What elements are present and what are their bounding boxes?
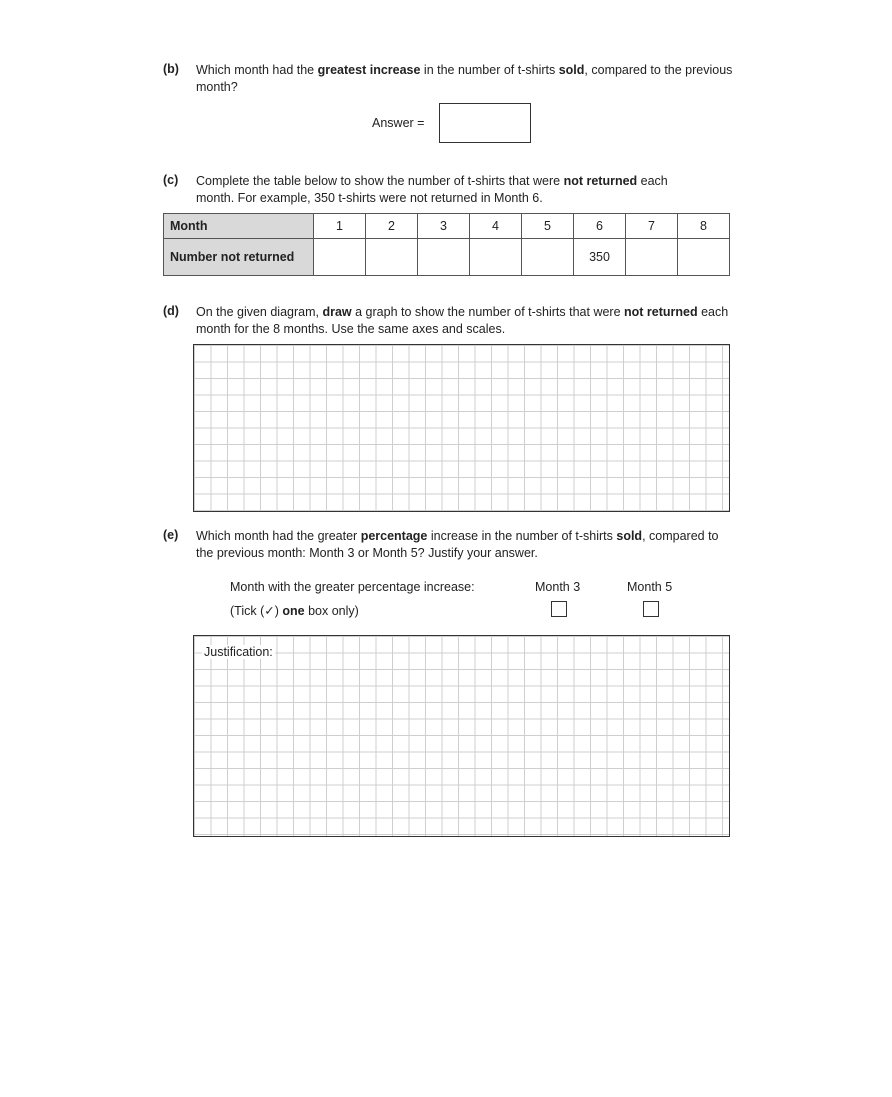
part-b-text-3: , compared to the previous month? [196,63,733,94]
table-value-cell[interactable] [418,239,470,276]
part-d-text-1: On the given diagram, [196,305,323,319]
table-header-month: Month [164,214,314,239]
table-value-cell[interactable] [522,239,574,276]
part-c-label: (c) [163,173,179,187]
option-month-3-label: Month 3 [535,580,581,594]
table-value-cell[interactable] [678,239,730,276]
part-c-text-2: each month. For example, 350 t-shirts were not returned in Month 6. [196,174,668,205]
table-row-not-returned [164,239,730,276]
month-5-checkbox[interactable] [643,601,659,617]
part-d-question [196,304,731,338]
part-c-bold-1: not returned [563,174,638,188]
justification-grid[interactable] [193,635,730,837]
part-b-label: (b) [163,62,179,76]
part-e-text-3: , compared to the previous month: Month 3 or Month 5? Justify your answer. [196,529,719,560]
table-value-cell[interactable] [626,239,678,276]
table-month-cell: 8 [678,214,730,239]
table-month-cell: 4 [470,214,522,239]
answer-label: Answer = [372,116,425,130]
table-value-cell[interactable] [366,239,418,276]
not-returned-table [163,213,730,276]
table-month-cell: 2 [366,214,418,239]
justification-label: Justification: [204,645,273,659]
table-value-cell[interactable] [314,239,366,276]
choice-prompt: Month with the greater percentage increase: [230,580,475,594]
part-c-question [196,173,706,207]
table-month-cell: 7 [626,214,678,239]
graph-grid[interactable] [193,344,730,512]
part-e-bold-1: percentage [360,529,428,543]
part-d-text-2: a graph to show the number of t-shirts that were [351,305,625,319]
table-value-cell: 350 [574,239,626,276]
table-value-cell[interactable] [470,239,522,276]
part-e-question [196,528,736,562]
table-row-months [164,214,730,239]
tick-instruction [230,603,359,618]
part-b-text-1: Which month had the [196,63,318,77]
answer-row [372,103,432,143]
option-month-5-label: Month 5 [627,580,673,594]
table-month-cell: 6 [574,214,626,239]
tick-bold: one [282,604,305,618]
tick-text-2: box only) [304,604,359,618]
part-b-question [196,62,736,96]
part-e-bold-2: sold [616,529,643,543]
part-d-label: (d) [163,304,179,318]
part-c-text-1: Complete the table below to show the number of t-shirts that were [196,174,564,188]
tick-text-1: (Tick (✓) [230,604,283,618]
part-b-bold-1: greatest increase [317,63,421,77]
table-month-cell: 1 [314,214,366,239]
part-e-text-1: Which month had the greater [196,529,361,543]
part-b-text-2: in the number of t-shirts [420,63,559,77]
table-header-not-returned: Number not returned [164,239,314,276]
part-e-text-2: increase in the number of t-shirts [427,529,617,543]
part-b-bold-2: sold [558,63,585,77]
month-3-checkbox[interactable] [551,601,567,617]
table-month-cell: 3 [418,214,470,239]
part-d-text-3: each month for the 8 months. Use the same axes and scales. [196,305,729,336]
part-e-label: (e) [163,528,179,542]
answer-box[interactable] [439,103,531,143]
table-month-cell: 5 [522,214,574,239]
part-d-bold-1: draw [322,305,352,319]
part-d-bold-2: not returned [624,305,698,319]
